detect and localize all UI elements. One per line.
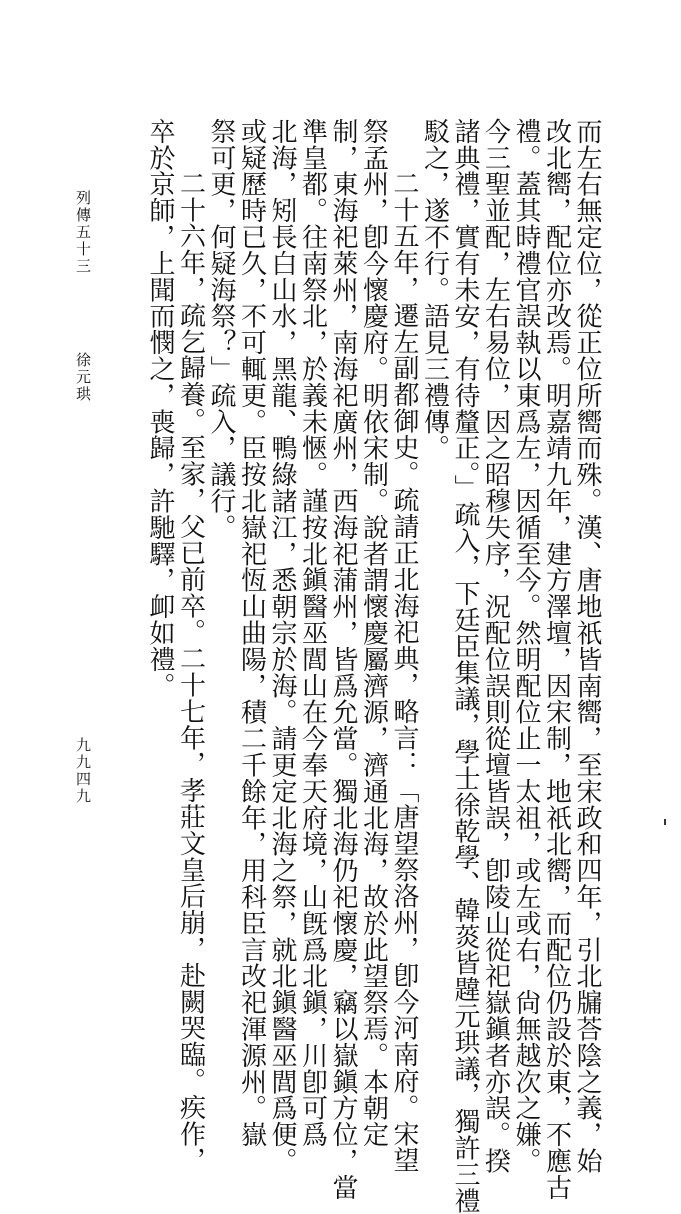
text-column: 而左右無定位，從正位所嚮而殊。漢、唐地祇皆南嚮，至宋政和四年，引北牖荅陰之義，始 — [572, 118, 602, 1174]
text-column: 駁之，遂不行。語見三禮傳。 — [419, 118, 450, 462]
text-column: 今三聖並配，左右易位，因之昭穆失序，況配位誤則從壇皆誤，卽陵山從祀嶽鎭者亦誤。揆 — [480, 118, 511, 1174]
page-number: 九九四九 — [74, 737, 92, 805]
text-column: 或疑歷時已久，不可輒更。臣按北嶽祀恆山曲陽，積二千餘年，用科臣言改祀渾源州。嶽 — [236, 118, 267, 1148]
text-column: 二十六年，疏乞歸養。至家，父已前卒。二十七年，孝莊文皇后崩，赴闕哭臨。疾作， — [175, 170, 206, 1174]
scan-speck — [664, 819, 666, 825]
text-column: 二十五年，遷左副都御史。疏請正北海祀典，略言：「唐望祭洛州，卽今河南府。宋望 — [389, 170, 419, 1174]
text-column: 卒於京師，上聞而憫之，喪歸，許馳驛，卹如禮。 — [145, 118, 175, 699]
text-column: 改北嚮，配位亦改焉。明嘉靖九年，建方澤壇，因宋制，地祇北嚮，而配位仍設於東，不應古 — [541, 118, 572, 1201]
text-column: 禮。蓋其時禮官誤執以東爲左，因循至今。然明配位止一太祖，或左或右，尙無越次之嫌。 — [511, 118, 541, 1174]
text-column: 制，東海祀萊州，南海祀廣州，西海祀蒲州，皆爲允當。獨北海仍祀懷慶，竊以嶽鎭方位，當 — [328, 118, 358, 1201]
text-column: 祭孟州，卽今懷慶府。明依宋制。說者謂懷慶屬濟源，濟通北海，故於此望祭焉。本朝定 — [358, 118, 389, 1148]
running-head-subject: 徐元珙 — [74, 352, 92, 403]
text-column: 祭可更，何疑海祭？」疏入，議行。 — [206, 118, 236, 541]
running-head-chapter: 列傳五十三 — [74, 190, 92, 275]
text-column: 北海，矧長白山水，黑龍、鴨綠諸江，悉朝宗於海。請更定北海之祭，就北鎭醫巫閭爲便。 — [267, 118, 297, 1174]
text-column: 諸典禮，實有未安，有待釐正。」疏入，下廷臣集議，學士徐乾學、韓菼皆韙元珙議，獨許三禮 — [450, 118, 480, 1214]
text-column: 準皇都。往南祭北，於義未愜。謹按北鎭醫巫閭山在今奉天府境，山旣爲北鎭，川卽可爲 — [297, 118, 328, 1148]
